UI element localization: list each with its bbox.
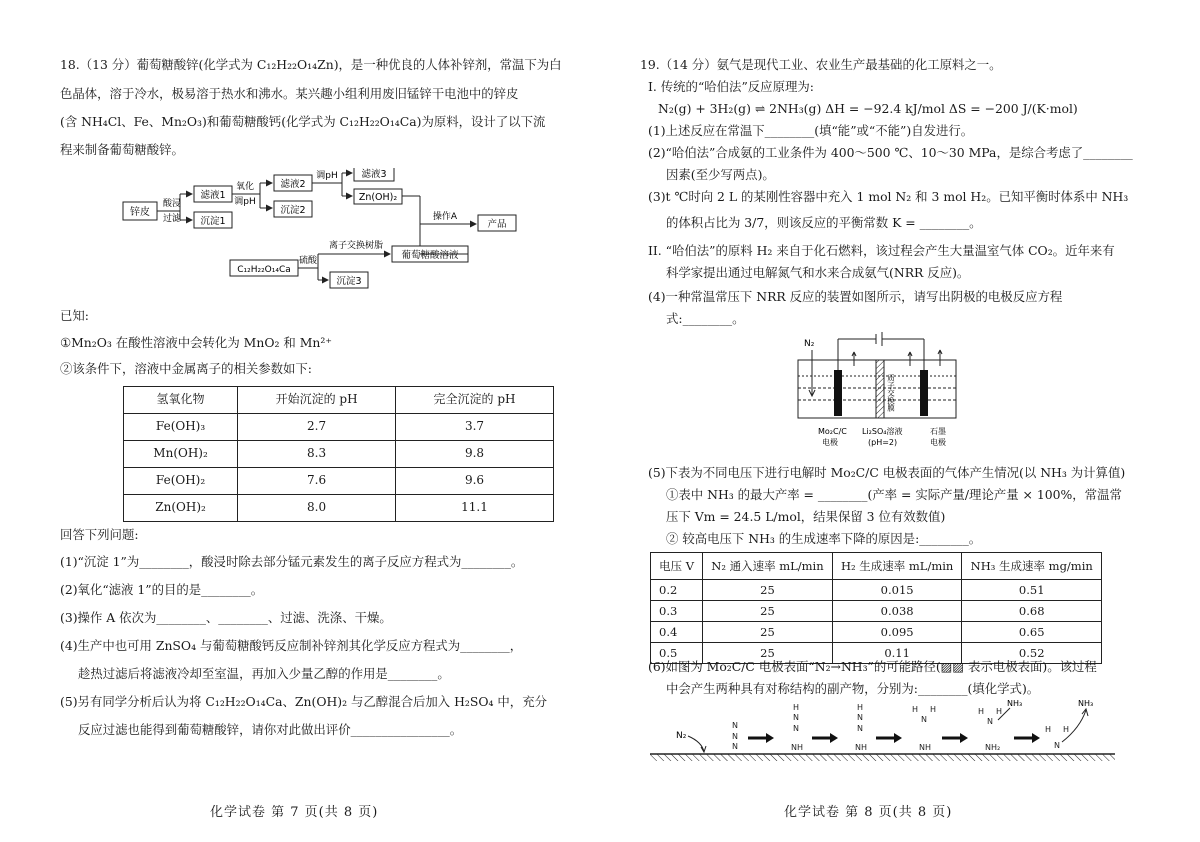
right-footer: 化学试卷 第 8 页(共 8 页) (784, 805, 953, 820)
q19-2-cont: 因素(至少写两点)。 (666, 167, 775, 182)
svg-text:H: H (996, 707, 1003, 716)
znoh2-label: Zn(OH)₂ (358, 192, 398, 203)
left-electrode-label-1: Mo₂C/C (818, 427, 847, 436)
precip3-label: 沉淀3 (336, 276, 362, 287)
nh3-release-2: NH₃ (1078, 699, 1094, 708)
section-1-title: I. 传统的“哈伯法”反应原理为: (648, 79, 814, 94)
question-1: (1)“沉淀 1”为________，酸浸时除去部分锰元素发生的离子反应方程式为________。 (60, 554, 524, 569)
table-cell: 7.6 (238, 468, 396, 495)
filter-label: 过滤 (162, 214, 182, 224)
table-cell: 0.4 (651, 622, 703, 643)
operation-a-label: 操作A (432, 212, 458, 222)
svg-text:NH₂: NH₂ (985, 743, 1001, 752)
svg-text:N: N (732, 721, 738, 730)
q18-line-3: (含 NH₄Cl、Fe、Mn₂O₃)和葡萄糖酸钙(化学式为 C₁₂H₂₂O₁₄Ca)为原料，设计了以下流 (60, 114, 546, 129)
svg-text:NH: NH (855, 743, 867, 752)
svg-text:N: N (732, 742, 738, 751)
filtrate3-label: 滤液3 (361, 169, 387, 180)
table-header: N₂ 通入速率 mL/min (703, 553, 833, 580)
question-3: (3)操作 A 依次为________、________、过滤、洗涤、干燥。 (60, 610, 392, 625)
svg-text:H: H (1045, 725, 1052, 734)
mo2c-electrode (834, 370, 842, 416)
q18-line-4: 程来制备葡萄糖酸锌。 (60, 142, 184, 157)
q19-5: (5)下表为不同电压下进行电解时 Mo₂C/C 电极表面的气体产生情况(以 NH₃ 为计算值) (648, 465, 1126, 480)
nh2nh-intermediate (912, 705, 936, 752)
question-4: (4)生产中也可用 ZnSO₄ 与葡萄糖酸钙反应制补锌剂其化学反应方程式为________， (60, 638, 523, 653)
q19-4: (4)一种常温常压下 NRR 反应的装置如图所示，请写出阴极的电极反应方程 (648, 289, 1063, 304)
question-5-cont: 反应过滤也能得到葡萄糖酸锌，请你对此做出评价________________。 (78, 722, 463, 737)
n2-adsorbed (732, 721, 738, 751)
table-cell: 0.51 (962, 580, 1102, 601)
calcium-gluconate-label: C₁₂H₂₂O₁₄Ca (237, 265, 291, 275)
gluconic-solution-label: 葡萄糖酸溶液 (401, 250, 459, 261)
q19-2: (2)“哈伯法”合成氨的工业条件为 400～500 ℃、10～30 MPa，是综合考虑了________ (648, 145, 1133, 160)
solution-label-2: (pH=2) (868, 438, 898, 447)
svg-text:N: N (921, 715, 927, 724)
table-row (124, 414, 554, 441)
table-cell: 25 (703, 601, 833, 622)
table-cell: 8.3 (238, 441, 396, 468)
q19-4-cont: 式:________。 (666, 311, 745, 326)
known-2: ②该条件下，溶液中金属离子的相关参数如下: (60, 361, 312, 376)
table-header: 氢氧化物 (124, 387, 238, 414)
question-5: (5)另有同学分析后认为将 C₁₂H₂₂O₁₄Ca、Zn(OH)₂ 与乙醇混合后加入 H₂SO₄ 中，充分 (60, 694, 547, 709)
table-cell: 25 (703, 622, 833, 643)
table-cell: 8.0 (238, 495, 396, 522)
svg-text:N: N (793, 724, 799, 733)
n2-inlet-label: N₂ (804, 339, 815, 349)
table-cell: Fe(OH)₂ (124, 468, 238, 495)
table-cell: Zn(OH)₂ (124, 495, 238, 522)
graphite-electrode (920, 370, 928, 416)
svg-text:H: H (912, 705, 919, 714)
svg-text:H: H (857, 703, 864, 712)
table-cell: 0.3 (651, 601, 703, 622)
svg-text:H: H (930, 705, 937, 714)
table-cell: Mn(OH)₂ (124, 441, 238, 468)
table-row (651, 580, 1102, 601)
filtrate1-label: 滤液1 (200, 190, 226, 201)
question-2: (2)氧化“滤液 1”的目的是________。 (60, 582, 264, 597)
right-electrode-label-2: 电极 (930, 438, 946, 447)
adjust-ph-label: 调pH (234, 197, 256, 207)
proton-exchange-membrane (876, 360, 884, 418)
ion-exchange-label: 离子交换树脂 (328, 241, 384, 251)
known-title: 已知: (60, 308, 89, 323)
acid-leach-label: 酸浸 (162, 199, 182, 209)
q19-6-cont: 中会产生两种具有对称结构的副产物，分别为:________(填化学式)。 (666, 681, 1040, 696)
sulfuric-acid-label: 硫酸 (298, 256, 318, 266)
table-cell: 9.6 (396, 468, 554, 495)
table-header: NH₃ 生成速率 mg/min (962, 553, 1102, 580)
table-cell: 11.1 (396, 495, 554, 522)
table-header: 电压 V (651, 553, 703, 580)
nnh-intermediate (791, 703, 803, 752)
table-cell: 25 (703, 580, 833, 601)
reaction-pathway-diagram (650, 698, 1115, 770)
q18-line-2: 色晶体，溶于冷水，极易溶于热水和沸水。某兴趣小组利用废旧锰锌干电池中的锌皮 (60, 86, 519, 101)
q18-line-1: 18.（13 分）葡萄糖酸锌(化学式为 C₁₂H₂₂O₁₄Zn)，是一种优良的人体补锌剂，常温下为白 (60, 57, 562, 72)
q19-line: 19.（14 分）氨气是现代工业、农业生产最基础的化工原料之一。 (640, 57, 1002, 72)
precip1-label: 沉淀1 (200, 216, 226, 227)
q19-3-cont: 的体积占比为 3/7，则该反应的平衡常数 K = ________。 (666, 215, 982, 230)
svg-text:N: N (987, 717, 993, 726)
table-header: 完全沉淀的 pH (396, 387, 554, 414)
question-4-cont: 趁热过滤后将滤液冷却至室温，再加入少量乙醇的作用是________。 (78, 666, 450, 681)
table-cell: 0.65 (962, 622, 1102, 643)
svg-text:H: H (978, 707, 985, 716)
svg-text:NH: NH (791, 743, 803, 752)
svg-text:N: N (793, 713, 799, 722)
q19-5-2: ② 较高电压下 NH₃ 的生成速率下降的原因是:________。 (666, 531, 982, 546)
table-cell: 0.68 (962, 601, 1102, 622)
table-row (124, 495, 554, 522)
process-flow-diagram (120, 168, 570, 298)
table-cell: 0.095 (832, 622, 962, 643)
table-cell: 0.015 (832, 580, 962, 601)
zinc-skin-label: 锌皮 (130, 207, 150, 218)
table-header-row (124, 387, 554, 414)
table-header: 开始沉淀的 pH (238, 387, 396, 414)
left-footer: 化学试卷 第 7 页(共 8 页) (210, 805, 379, 820)
hydroxide-ph-table (123, 386, 554, 522)
svg-text:NH: NH (919, 743, 931, 752)
solution-label-1: Li₂SO₄溶液 (862, 427, 903, 436)
table-header: H₂ 生成速率 mL/min (832, 553, 962, 580)
right-electrode-label-1: 石墨 (930, 427, 946, 436)
svg-text:N: N (1054, 741, 1060, 750)
q19-1: (1)上述反应在常温下________(填“能”或“不能”)自发进行。 (648, 123, 974, 138)
table-cell: 0.52 (962, 643, 1102, 664)
svg-text:N: N (857, 713, 863, 722)
table-row (124, 468, 554, 495)
oxidize-label: 氧化 (235, 182, 255, 192)
table-cell: 0.11 (832, 643, 962, 664)
q19-3: (3)t ℃时向 2 L 的某刚性容器中充入 1 mol N₂ 和 3 mol H₂。已知平衡时体系中 NH₃ (648, 189, 1129, 204)
section-2-title: II. “哈伯法”的原料 H₂ 来自于化石燃料，该过程会产生大量温室气体 CO₂。近年来有 (648, 243, 1115, 258)
q19-5-1-cont: 压下 Vm = 24.5 L/mol，结果保留 3 位有效数值) (666, 509, 946, 524)
svg-text:N: N (732, 732, 738, 741)
table-cell: 3.7 (396, 414, 554, 441)
nhnh-intermediate (855, 703, 867, 752)
svg-text:H: H (1063, 725, 1070, 734)
table-row (124, 441, 554, 468)
svg-text:N: N (857, 724, 863, 733)
electrode-hatching (650, 754, 1115, 761)
table-header-row (651, 553, 1102, 580)
section-2-cont: 科学家提出通过电解氮气和水来合成氨气(NRR 反应)。 (666, 265, 970, 280)
membrane-label: 质子交换膜 (886, 374, 896, 412)
table-cell: Fe(OH)₃ (124, 414, 238, 441)
table-cell: 25 (703, 643, 833, 664)
table-cell: 2.7 (238, 414, 396, 441)
table-row (651, 622, 1102, 643)
product-label: 产品 (487, 219, 507, 230)
n2-label: N₂ (676, 731, 687, 741)
left-electrode-label-2: 电极 (822, 438, 838, 447)
table-cell: 9.8 (396, 441, 554, 468)
electrolysis-rate-table (650, 552, 1102, 664)
haber-equation: N₂(g) + 3H₂(g) ⇌ 2NH₃(g) ΔH = −92.4 kJ/mol ΔS = −200 J/(K·mol) (658, 101, 1078, 116)
table-cell: 0.2 (651, 580, 703, 601)
table-cell: 0.5 (651, 643, 703, 664)
nh2nh2-intermediate (978, 707, 1002, 752)
table-cell: 0.038 (832, 601, 962, 622)
electrolysis-cell-diagram (790, 330, 970, 460)
nh3-release-1: NH₃ (1007, 699, 1023, 708)
q19-5-1: ①表中 NH₃ 的最大产率 = ________(产率 = 实际产量/理论产量 × 100%，常温常 (666, 487, 1122, 502)
adjust-ph2-label: 调pH (316, 171, 338, 181)
precip2-label: 沉淀2 (280, 205, 306, 216)
known-1: ①Mn₂O₃ 在酸性溶液中会转化为 MnO₂ 和 Mn²⁺ (60, 335, 332, 350)
table-row (651, 601, 1102, 622)
filtrate2-label: 滤液2 (280, 179, 306, 190)
nh2-adsorbed (1045, 725, 1069, 750)
q19-6: (6)如图为 Mo₂C/C 电极表面“N₂→NH₃”的可能路径(▨▨ 表示电极表面)。该过程 (648, 659, 1097, 674)
answer-title: 回答下列问题: (60, 527, 139, 542)
svg-text:H: H (793, 703, 800, 712)
